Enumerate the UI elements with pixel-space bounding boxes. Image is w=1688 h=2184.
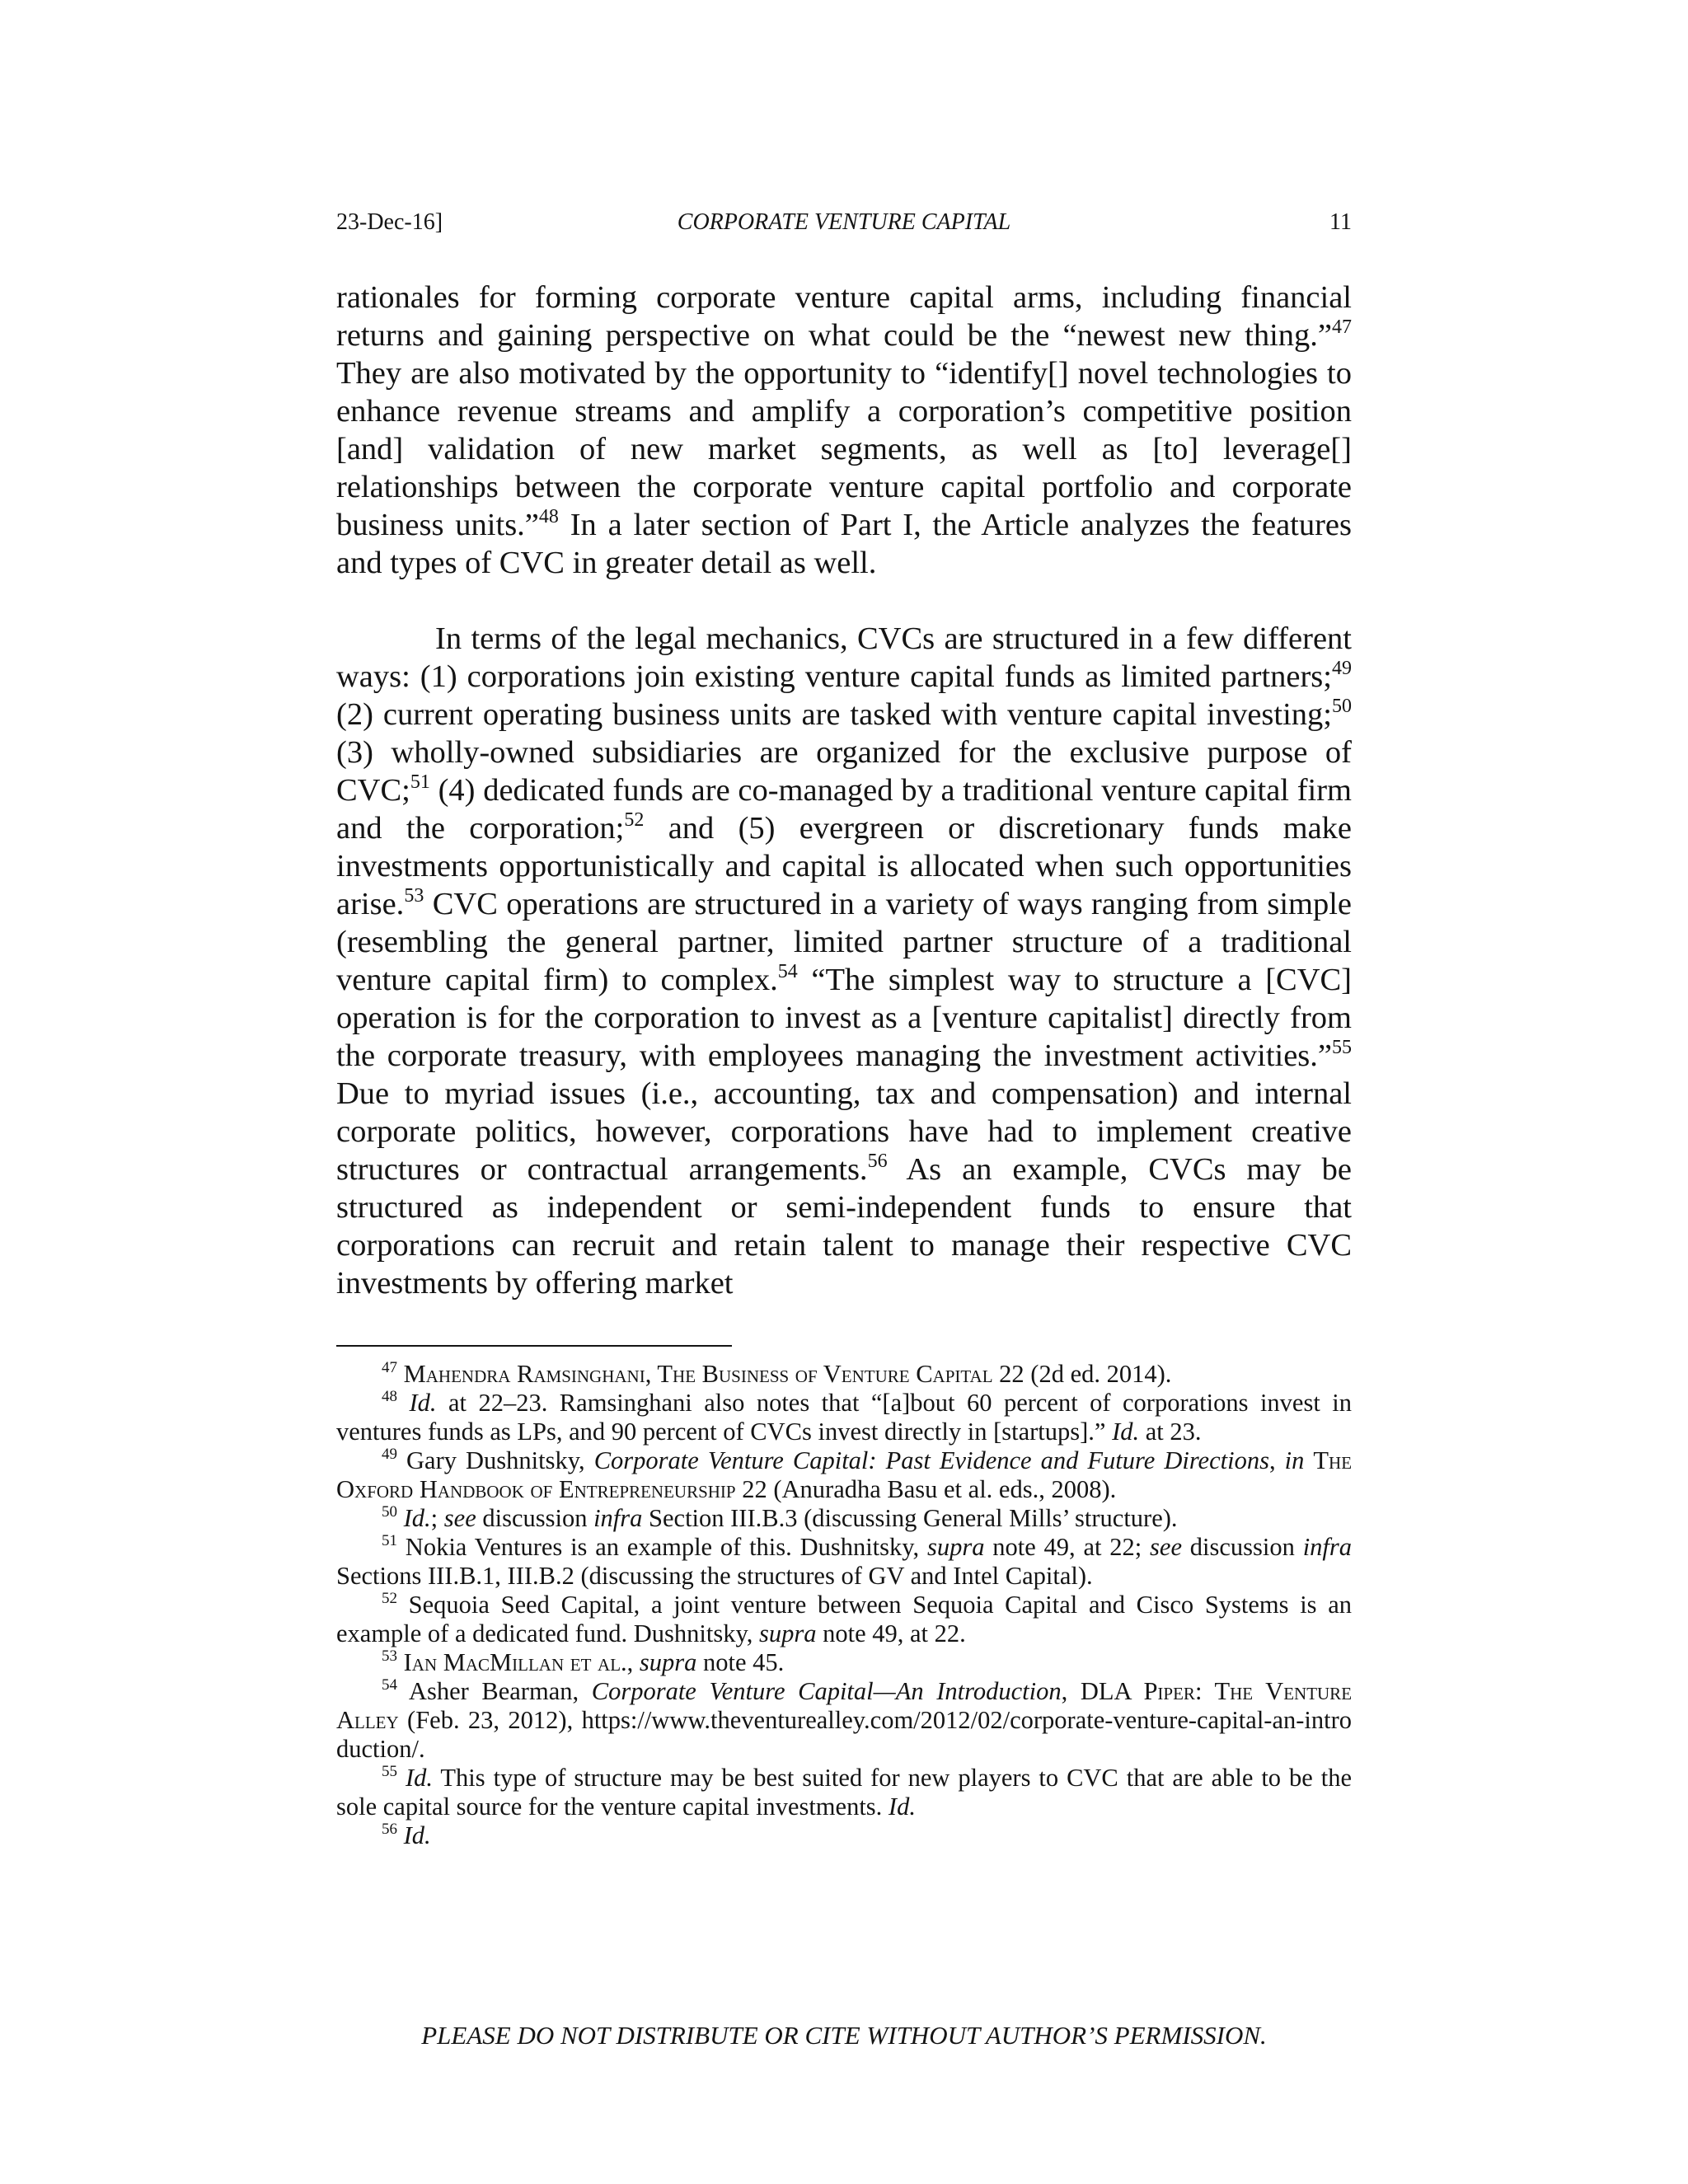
footnote-text: The Oxford Handbook of Entrepreneurship [336, 1446, 1353, 1503]
paragraph-1 [336, 279, 1352, 582]
header-date: 23-Dec-16] [336, 209, 443, 235]
footnote-text: see [443, 1504, 476, 1532]
footnote-50 [336, 1504, 1352, 1533]
footnote-text: Asher Bearman, [397, 1677, 592, 1705]
footnote-text: Gary Dushnitsky, [397, 1446, 594, 1474]
footnote-divider [336, 1345, 732, 1347]
footnote-number: 52 [382, 1590, 397, 1607]
footnote-text: discussion [476, 1504, 594, 1532]
paragraph-text: and (5) evergreen or discretionary funds make investments opportunistically and capital is allocated when such opportunities arise. [336, 811, 1352, 921]
footnote-number: 50 [382, 1503, 397, 1521]
footnote-ref-55[interactable]: 55 [1332, 1037, 1352, 1058]
footnote-47 [336, 1360, 1352, 1389]
footnote-text: 22 (Anuradha Basu et al. eds., 2008). [735, 1475, 1117, 1503]
paragraph-text: (2) current operating business units are tasked with venture capital investing; [336, 697, 1332, 732]
footnote-text: Ian MacMillan et al. [403, 1648, 627, 1676]
footnote-text: see [1150, 1533, 1182, 1561]
footnote-text: (Feb. 23, 2012), [398, 1706, 582, 1734]
footnote-text: Mahendra Ramsinghani, The Business of Venture Capital [403, 1360, 993, 1388]
footnote-number: 55 [382, 1763, 397, 1780]
paragraph-2 [336, 620, 1352, 1302]
footnote-ref-56[interactable]: 56 [867, 1151, 888, 1172]
footnote-text: , DLA [1061, 1677, 1144, 1705]
header-running-title: CORPORATE VENTURE CAPITAL [677, 209, 1011, 235]
running-header [336, 206, 1352, 239]
footnote-text: Id. [409, 1389, 437, 1417]
footnote-ref-54[interactable]: 54 [777, 961, 798, 982]
footnote-text: discussion [1182, 1533, 1303, 1561]
footnote-ref-48[interactable]: 48 [538, 506, 559, 527]
footnote-text: supra [639, 1648, 697, 1676]
footnote-text: Id. [888, 1793, 916, 1821]
paragraph-text: Due to myriad issues (i.e., accounting, tax and compensation) and internal corporate politics, however, corporations have had to implement creative structures or contractual arrangements. [336, 1076, 1352, 1187]
footnote-text: at 23. [1139, 1418, 1202, 1446]
footnote-text: supra [759, 1619, 817, 1647]
footnote-54 [336, 1677, 1352, 1764]
paragraph-text: As an example, CVCs may be structured as independent or semi-independent funds to ensure that corporations can recruit and retain talent to manage their respective CVC investments by offering market [336, 1152, 1352, 1301]
footnote-text: note 45. [696, 1648, 785, 1676]
footnote-number: 47 [382, 1359, 397, 1376]
footnote-51 [336, 1533, 1352, 1591]
footnote-text: 22 (2d ed. 2014). [992, 1360, 1172, 1388]
footnote-text: Sequoia Seed Capital, a joint venture between Sequoia Capital and Cisco Systems is an example of a dedicated fund. Dushnitsky, [336, 1591, 1352, 1647]
paragraph-text: They are also motivated by the opportunity to “identify[] novel technologies to enhance revenue streams and amplify a corporation’s competitive position [and] validation of new market segments, as well as [to] leverage[] relationships between the corporate venture capital portfolio and corporate business units.” [336, 356, 1352, 542]
paragraph-text: (3) wholly-owned subsidiaries are organized for the exclusive purpose of CVC; [336, 735, 1352, 808]
footnote-text: Id. [405, 1764, 433, 1792]
footnote-text: , [626, 1648, 640, 1676]
footnote-number: 48 [382, 1388, 397, 1405]
footnote-48 [336, 1389, 1352, 1446]
footnote-text: ; [430, 1504, 444, 1532]
paragraph-text: rationales for forming corporate venture capital arms, including financial returns and gaining perspective on what could be the “newest new thing.” [336, 280, 1352, 353]
footnote-text: Nokia Ventures is an example of this. Dushnitsky, [397, 1533, 927, 1561]
footnote-ref-53[interactable]: 53 [404, 885, 424, 907]
paragraph-text: (4) dedicated funds are co-managed by a traditional venture capital firm and the corporation; [336, 773, 1352, 846]
footnote-text: note 49, at 22; [984, 1533, 1151, 1561]
footnote-ref-52[interactable]: 52 [624, 809, 645, 831]
footnote-text: Section III.B.3 (discussing General Mills’ structure). [642, 1504, 1178, 1532]
paragraph-text: In terms of the legal mechanics, CVCs are structured in a few different ways: (1) corporations join existing venture capital funds as limited partners; [336, 621, 1352, 694]
footnote-52 [336, 1591, 1352, 1648]
footnote-56 [336, 1821, 1352, 1850]
footnote-number: 54 [382, 1676, 397, 1694]
footnote-text: note 49, at 22. [816, 1619, 966, 1647]
body-text [336, 279, 1352, 1302]
footnote-ref-49[interactable]: 49 [1332, 658, 1352, 679]
footnotes [336, 1360, 1352, 1850]
footnote-link[interactable]: https://www.theventurealley.com/2012/02/corporate-venture-capital-an-introduction/. [336, 1706, 1352, 1763]
footnote-number: 53 [382, 1647, 397, 1665]
footnote-text: Id. [403, 1821, 431, 1849]
footnote-ref-50[interactable]: 50 [1332, 696, 1352, 717]
footnote-text: at 22–23. Ramsinghani also notes that “[a]bout 60 percent of corporations invest in ventures funds as LPs, and 90 percent of CVCs invest directly in [startups].” [336, 1389, 1352, 1446]
footnote-number: 56 [382, 1821, 397, 1838]
footnote-text: Id. [403, 1504, 431, 1532]
footnote-text: Sections III.B.1, III.B.2 (discussing the structures of GV and Intel Capital). [336, 1562, 1093, 1590]
footnote-53 [336, 1648, 1352, 1677]
paragraph-text: CVC operations are structured in a variety of ways ranging from simple (resembling the general partner, limited partner structure of a traditional venture capital firm) to complex. [336, 887, 1352, 997]
footnote-text: in [1284, 1446, 1305, 1474]
paragraph-text: “The simplest way to structure a [CVC] operation is for the corporation to invest as a [venture capitalist] directly from the corporate treasury, with employees managing the investment activities.” [336, 963, 1352, 1073]
footnote-49 [336, 1446, 1352, 1504]
footnote-ref-47[interactable]: 47 [1332, 316, 1352, 338]
footnote-text: supra [926, 1533, 985, 1561]
footnote-text: This type of structure may be best suited for new players to CVC that are able to be the sole capital source for the venture capital investments. [336, 1764, 1352, 1821]
footnote-ref-51[interactable]: 51 [410, 771, 430, 793]
footnote-text: Corporate Venture Capital—An Introduction [591, 1677, 1062, 1705]
footnote-text: infra [1302, 1533, 1353, 1561]
footnote-text: Piper: The Venture Alley [336, 1677, 1353, 1734]
footnote-text: Id. [1112, 1418, 1140, 1446]
page-number: 11 [1329, 209, 1352, 235]
footnote-text: infra [593, 1504, 643, 1532]
footnote-text [1304, 1446, 1313, 1474]
distribution-notice: PLEASE DO NOT DISTRIBUTE OR CITE WITHOUT AUTHOR’S PERMISSION. [421, 2021, 1267, 2050]
footnote-55 [336, 1764, 1352, 1821]
paragraph-text: In a later section of Part I, the Article analyzes the features and types of CVC in greater detail as well. [336, 508, 1352, 580]
footnote-text: , [1268, 1446, 1285, 1474]
footnote-text: Corporate Venture Capital: Past Evidence and Future Directions [593, 1446, 1269, 1474]
footnote-number: 51 [382, 1532, 397, 1549]
footnote-number: 49 [382, 1446, 397, 1463]
